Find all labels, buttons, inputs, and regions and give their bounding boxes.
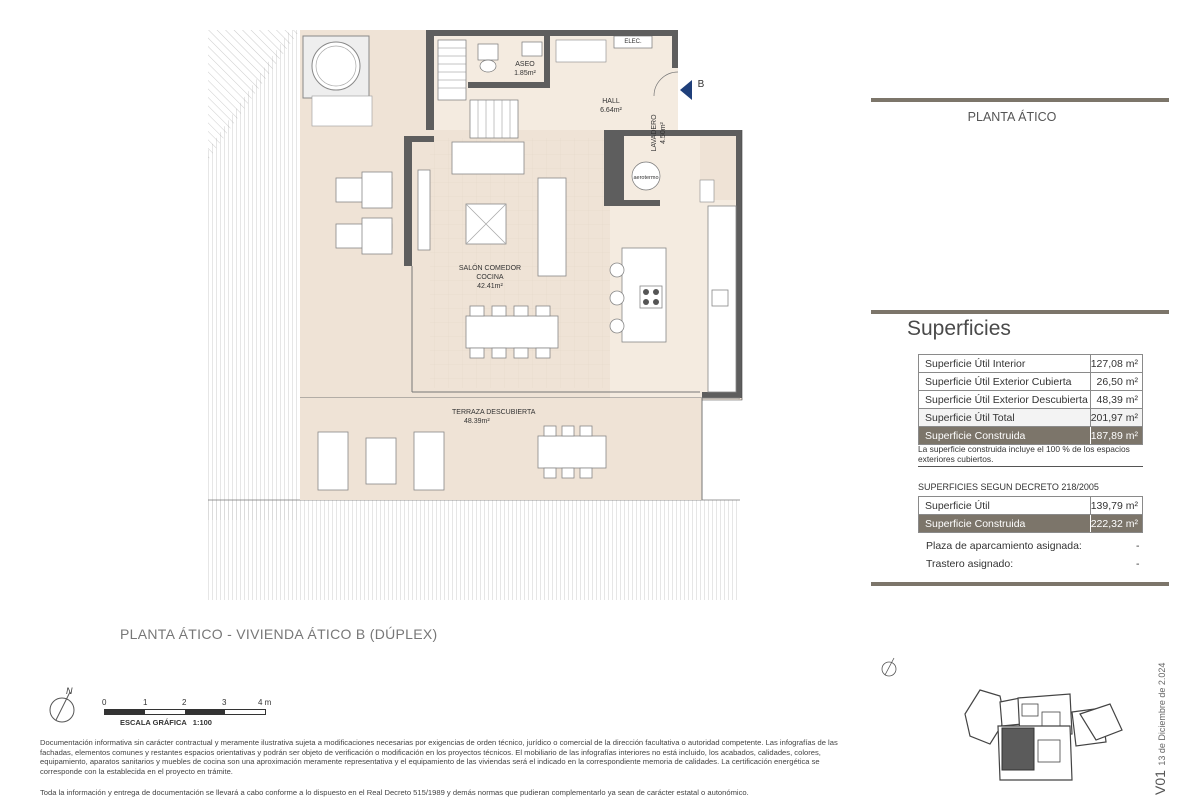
room-label-aseo [500,60,550,78]
row-value: 201,97 [1090,411,1123,424]
row-label: Superficie Útil Exterior Descubierta [925,393,1088,406]
superficies-title: Superficies [907,317,1011,340]
table-row-construida [918,515,1143,533]
scale-tick: 3 [222,698,227,707]
divider-superficies [871,310,1169,314]
table-row-total [918,409,1143,427]
row-value: 48,39 [1096,393,1123,406]
north-arrow-icon [46,686,82,726]
row-unit: m² [1125,357,1138,370]
scale-label: ESCALA GRÁFICA 1:100 [120,718,212,727]
row-label: Superficie Construida [925,517,1026,530]
row-label: Superficie Útil [925,499,990,512]
room-label-terraza [452,408,562,426]
north-label: N [66,686,73,696]
version-date: 13 de Diciembre de 2.024 [1157,662,1167,766]
trastero-value: - [1136,558,1140,570]
row-value: 139,79 [1090,499,1123,512]
trastero-label: Trastero asignado: [926,558,1014,570]
row-value: 26,50 [1096,375,1123,388]
room-name-2: COCINA [476,274,504,281]
room-name: SALÓN COMEDOR [458,265,522,272]
decreto-title: SUPERFICIES SEGUN DECRETO 218/2005 [918,482,1099,492]
table-row [918,496,1143,515]
room-name: TERRAZA DESCUBIERTA [452,409,536,416]
small-north-icon [880,654,902,678]
entrance-marker-icon [680,80,692,100]
room-label-hall [588,97,634,115]
scale-tick: 1 [143,698,148,707]
legal-note: Toda la información y entrega de documentación se llevará a cabo conforme a lo dispuesto en el Real Decreto 515/1989 y demás normas que pudieran complementarlo ya sean de carácter estatal o autonómico. [40,788,749,797]
row-unit: m² [1125,499,1138,512]
row-unit: m² [1125,375,1138,388]
row-unit: m² [1125,411,1138,424]
plan-title: PLANTA ÁTICO - VIVIENDA ÁTICO B (DÚPLEX) [120,626,438,642]
divider-bottom [871,582,1169,586]
room-label-lavadero [650,98,668,168]
divider-top [871,98,1169,102]
room-name: ASEO [515,61,535,68]
row-label: Superficie Útil Interior [925,357,1026,370]
room-name: HALL [602,98,620,105]
row-value: 222,32 [1090,517,1123,530]
room-label-elec: ELEC. [624,39,642,45]
table-row [918,354,1143,373]
scale-tick: 4 m [258,698,272,707]
row-value: 127,08 [1090,357,1123,370]
parking-value: - [1136,540,1140,552]
row-unit: m² [1125,429,1138,442]
room-area: 1.85m² [514,70,536,77]
row-unit: m² [1125,517,1138,530]
row-label: Superficie Útil Exterior Cubierta [925,375,1072,388]
table-row [918,391,1143,409]
door-marker-label: B [697,79,705,90]
room-area: 4.50m² [660,122,667,144]
scale-tick: 2 [182,698,187,707]
decreto-table [918,496,1143,533]
key-plan [960,684,1150,789]
room-area: 48.39m² [464,418,490,425]
table-row [918,373,1143,391]
version-code: V01 [1152,770,1168,795]
room-area: 42.41m² [477,283,503,290]
row-label: Superficie Útil Total [925,411,1015,424]
room-area: 6.64m² [600,107,622,114]
aerotermo-label: aerotermo [633,175,659,181]
construida-note: La superficie construida incluye el 100 % de los espacios exteriores cubiertos. [918,445,1143,467]
room-label-salon [450,264,530,291]
version-label [1152,663,1170,795]
floor-plan [0,0,760,610]
superficies-table [918,354,1143,445]
row-label: Superficie Construida [925,429,1026,442]
table-row-construida [918,427,1143,445]
scale-bar [100,698,290,728]
parking-label: Plaza de aparcamiento asignada: [926,540,1082,552]
row-unit: m² [1125,393,1138,406]
scale-tick: 0 [102,698,107,707]
roof-hatched-bottom [208,500,738,600]
planta-title: PLANTA ÁTICO [967,110,1057,124]
disclaimer-text: Documentación informativa sin carácter contractual y meramente ilustrativa sujeta a modificaciones necesarias por exigencias de orden técnico, jurídico o comercial de la dirección facultativa o autoridad competente. Las infografías de las fachadas, elementos comunes y restantes espacios orientativas y podrán ser objeto de verificación o modificación en los proyectos técnicos. El mobiliario de las infografías interiores no está incluido, los acabados, calidades, colores, equipamiento, aparatos sanitarios y muebles de cocina son una aproximación meramente representativa y el equipamiento de las viviendas será el indicado en la correspondiente memoria de calidades. La certificación energética se corresponde con la establecida en el proyecto en trámite. [40,738,838,776]
room-name: LAVADERO [651,114,658,152]
row-value: 187,89 [1090,429,1123,442]
